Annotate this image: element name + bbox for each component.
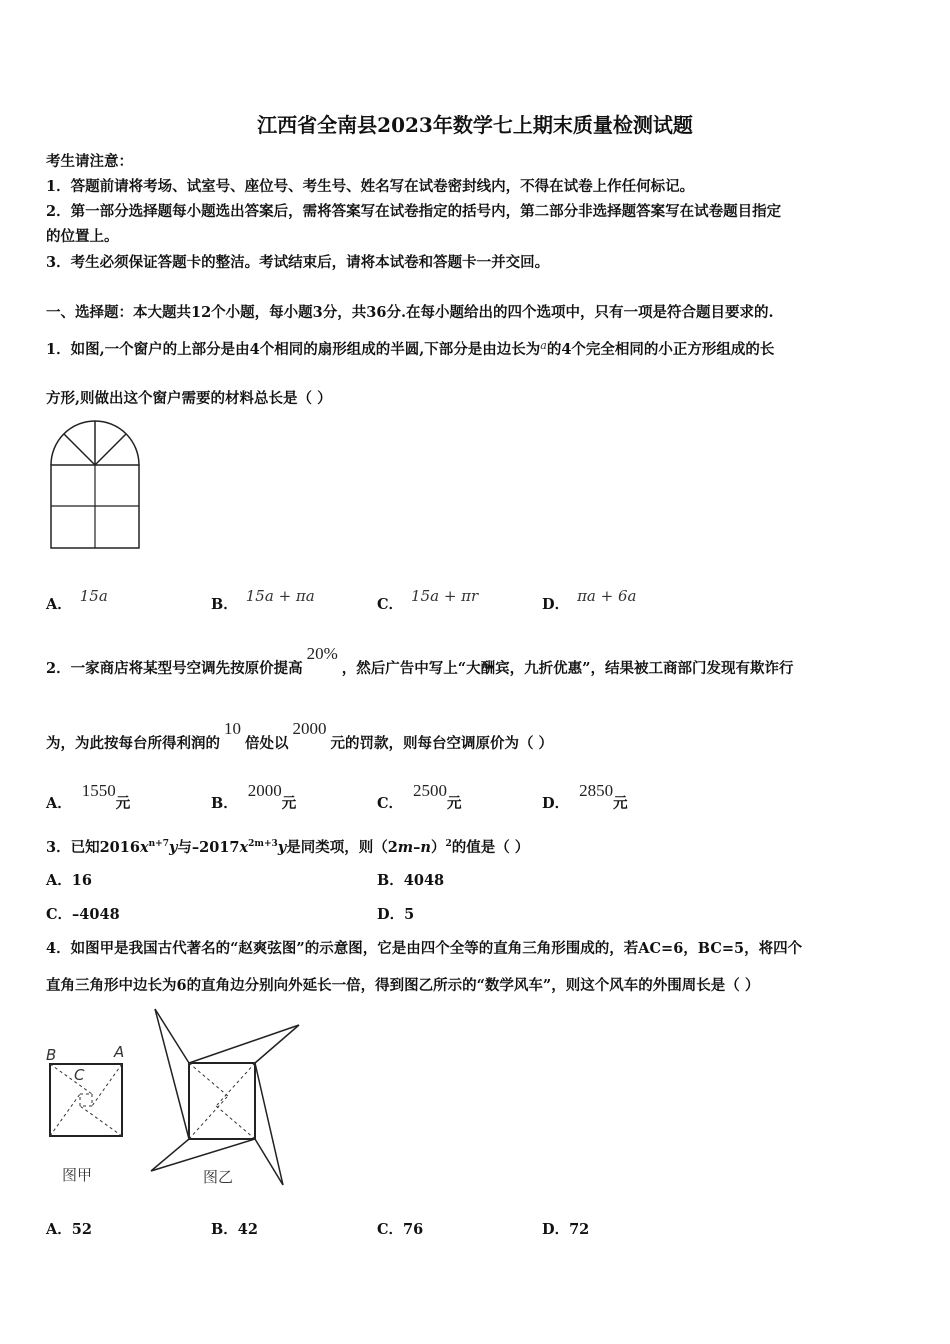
q2-option-c[interactable]: C．2500元 bbox=[377, 781, 462, 812]
q3-text: 3．已知$2016x^{n+7}y$与$-2017x^{2m+3}y$是同类项，则$(2m-n)^2$的值是（ ） bbox=[46, 838, 530, 856]
q4-text-line2: 直角三角形中边长为6的直角边分别向外延长一倍，得到图乙所示的“数学风车”，则这个风车的外围周长是（ ） bbox=[46, 977, 760, 994]
q2-option-a[interactable]: A．1550元 bbox=[46, 781, 131, 812]
q1-text-line2: 方形,则做出这个窗户需要的材料总长是（ ） bbox=[46, 390, 332, 407]
figure-yi bbox=[145, 1005, 305, 1190]
label-c: C bbox=[74, 1066, 85, 1084]
notice-item: 1．答题前请将考场、试室号、座位号、考生号、姓名写在试卷密封线内，不得在试卷上作任何标记。 bbox=[46, 178, 695, 195]
q1-option-b[interactable]: B． 15a + πa bbox=[211, 587, 315, 613]
section-heading: 一、选择题：本大题共12个小题，每小题3分，共36分.在每小题给出的四个选项中，只有一项是符合题目要求的. bbox=[46, 304, 774, 321]
figure-jia bbox=[44, 1056, 130, 1146]
window-figure bbox=[46, 418, 146, 558]
label-a: A bbox=[114, 1043, 125, 1061]
notice-item: 2．第一部分选择题每小题选出答案后，需将答案写在试卷指定的括号内，第二部分非选择题答案写在试卷题目指定 bbox=[46, 203, 782, 220]
q3-option-d[interactable]: D．5 bbox=[377, 906, 415, 923]
notice-item: 的位置上。 bbox=[46, 228, 119, 245]
q3-option-b[interactable]: B．4048 bbox=[377, 872, 445, 889]
q2-option-d[interactable]: D．2850元 bbox=[542, 781, 628, 812]
q2-text-line1: 2．一家商店将某型号空调先按原价提高20%，然后广告中写上“大酬宾，九折优惠”，结果被工商部门发现有欺诈行 bbox=[46, 644, 794, 677]
q2-text-line2: 为，为此按每台所得利润的10倍处以2000元的罚款，则每台空调原价为（ ） bbox=[46, 719, 554, 752]
q4-option-a[interactable]: A．52 bbox=[46, 1221, 92, 1238]
q1-option-a[interactable]: A． 15a bbox=[46, 587, 108, 613]
notice-item: 3．考生必须保证答题卡的整洁。考试结束后，请将本试卷和答题卡一并交回。 bbox=[46, 254, 550, 271]
q4-option-c[interactable]: C．76 bbox=[377, 1221, 424, 1238]
q3-option-a[interactable]: A．16 bbox=[46, 872, 92, 889]
caption-yi: 图乙 bbox=[203, 1168, 234, 1186]
caption-jia: 图甲 bbox=[62, 1166, 93, 1184]
q3-option-c[interactable]: C．–4048 bbox=[46, 906, 120, 923]
notice-heading: 考生请注意： bbox=[46, 153, 133, 170]
q4-option-b[interactable]: B．42 bbox=[211, 1221, 258, 1238]
q1-option-d[interactable]: D． πa + 6a bbox=[542, 587, 637, 613]
q4-option-d[interactable]: D．72 bbox=[542, 1221, 590, 1238]
label-b: B bbox=[46, 1046, 57, 1064]
page-title: 江西省全南县2023年数学七上期末质量检测试题 bbox=[257, 113, 693, 137]
q1-text-line1: 1．如图,一个窗户的上部分是由4个相同的扇形组成的半圆,下部分是由边长为$^a$的4个完全相同的小正方形组成的长 bbox=[46, 339, 775, 358]
q2-option-b[interactable]: B．2000元 bbox=[211, 781, 297, 812]
q4-text-line1: 4．如图甲是我国古代著名的“赵爽弦图”的示意图，它是由四个全等的直角三角形围成的，若AC=6，BC=5，将四个 bbox=[46, 940, 803, 957]
q1-option-c[interactable]: C． 15a + πr bbox=[377, 587, 479, 613]
